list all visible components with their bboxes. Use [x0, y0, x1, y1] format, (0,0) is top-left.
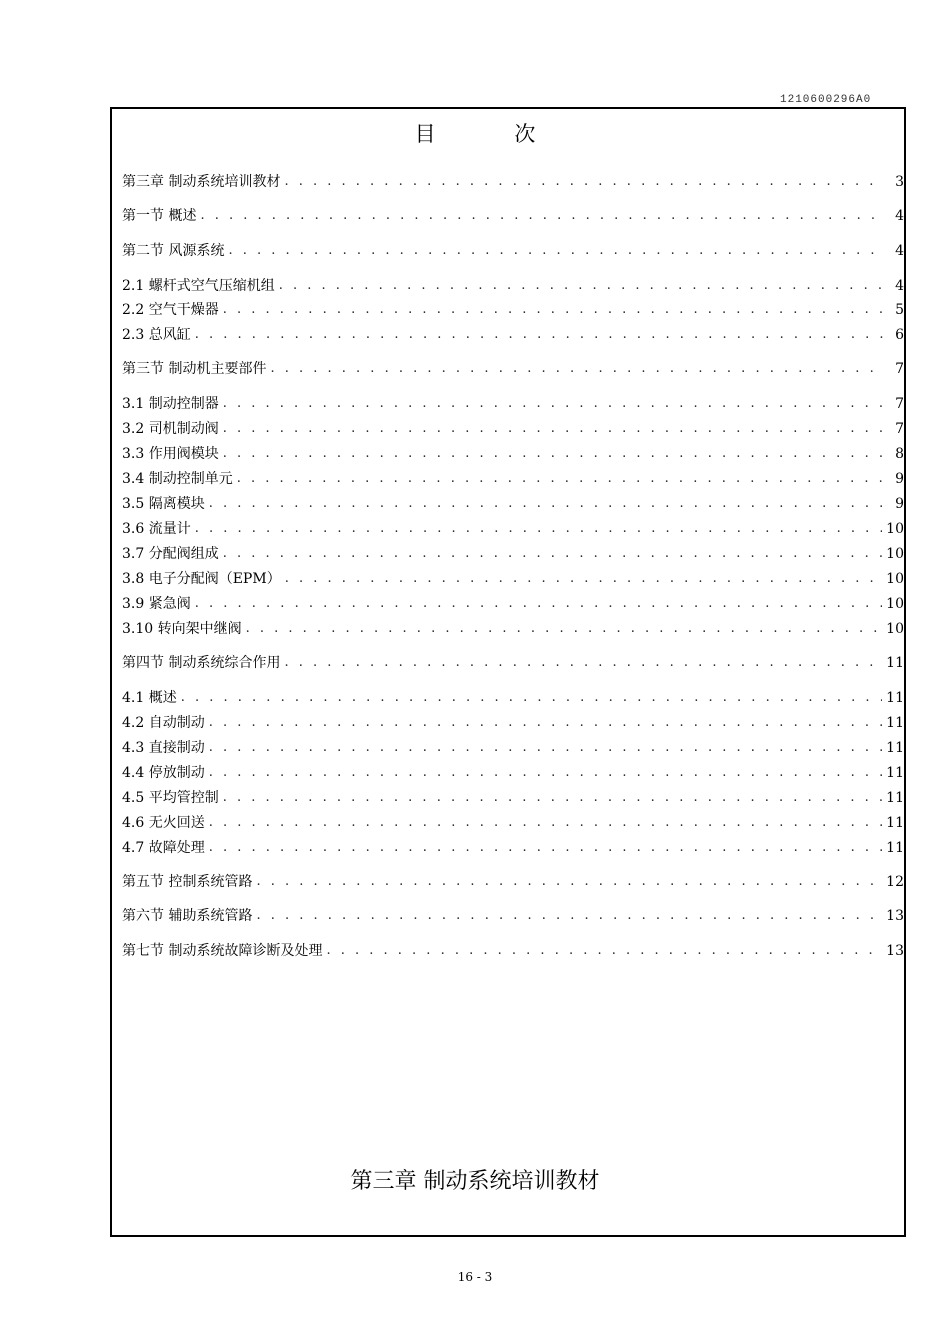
toc-leader-dots [209, 738, 882, 758]
toc-entry-label: 2.1 螺杆式空气压缩机组 [122, 278, 275, 294]
toc-entry[interactable] [122, 325, 904, 345]
toc-entry-label: 4.5 平均管控制 [122, 790, 219, 806]
toc-entry[interactable] [122, 394, 904, 414]
toc-leader-dots [284, 172, 884, 192]
toc-entry[interactable] [122, 906, 904, 926]
toc-entry-label: 4.6 无火回送 [122, 815, 205, 831]
toc-entry-label: 4.7 故障处理 [122, 840, 205, 856]
toc-entry-page: 11 [886, 790, 904, 806]
toc-leader-dots [326, 941, 882, 961]
toc-entry-label: 第三章 制动系统培训教材 [122, 174, 281, 190]
toc-leader-dots [209, 838, 882, 858]
toc-entry-page: 11 [886, 690, 904, 706]
toc-entry-label: 3.1 制动控制器 [122, 396, 219, 412]
toc-entry-label: 4.1 概述 [122, 690, 177, 706]
toc-entry-page: 13 [886, 908, 904, 924]
document-code: 1210600296A0 [780, 94, 872, 106]
toc-entry-label: 2.3 总风缸 [122, 327, 191, 343]
toc-leader-dots [228, 241, 884, 261]
toc-entry-page: 3 [895, 174, 904, 190]
toc-leader-dots [270, 359, 884, 379]
toc-entry[interactable] [122, 941, 904, 961]
toc-leader-dots [195, 594, 882, 614]
toc-entry-label: 3.6 流量计 [122, 521, 191, 537]
toc-entry[interactable] [122, 544, 904, 564]
toc-entry-label: 4.3 直接制动 [122, 740, 205, 756]
toc-entry[interactable] [122, 594, 904, 614]
toc-entry-label: 4.4 停放制动 [122, 765, 205, 781]
toc-leader-dots [223, 444, 884, 464]
toc-leader-dots [284, 653, 882, 673]
toc-entry-page: 7 [895, 396, 904, 412]
toc-entry[interactable] [122, 494, 904, 514]
toc-entry-label: 3.8 电子分配阀（EPM） [122, 571, 281, 587]
toc-entry-page: 10 [886, 596, 904, 612]
toc-entry-page: 7 [895, 421, 904, 437]
page-number: 16 - 3 [457, 1270, 493, 1284]
toc-entry-label: 3.3 作用阀模块 [122, 446, 219, 462]
toc-entry[interactable] [122, 763, 904, 783]
toc-entry[interactable] [122, 241, 904, 261]
toc-entry-page: 11 [886, 715, 904, 731]
toc-entry-page: 10 [886, 571, 904, 587]
toc-entry-page: 4 [895, 208, 904, 224]
toc-leader-dots [223, 394, 884, 414]
toc-entry[interactable] [122, 788, 904, 808]
toc-entry-label: 第四节 制动系统综合作用 [122, 655, 281, 671]
toc-leader-dots [195, 519, 882, 539]
toc-entry-label: 第五节 控制系统管路 [122, 874, 253, 890]
toc-leader-dots [237, 469, 884, 489]
toc-entry-page: 10 [886, 546, 904, 562]
toc-leader-dots [223, 419, 884, 439]
toc-entry[interactable] [122, 444, 904, 464]
toc-leader-dots [279, 276, 884, 296]
toc-entry[interactable] [122, 300, 904, 320]
toc-entry[interactable] [122, 276, 904, 296]
toc-entry-page: 8 [895, 446, 904, 462]
toc-entry-page: 9 [895, 496, 904, 512]
toc-entry-page: 11 [886, 655, 904, 671]
toc-entry-label: 3.10 转向架中继阀 [122, 621, 242, 637]
toc-entry-page: 12 [886, 874, 904, 890]
toc-entry[interactable] [122, 206, 904, 226]
toc-leader-dots [256, 906, 882, 926]
toc-entry-label: 3.9 紧急阀 [122, 596, 191, 612]
toc-leader-dots [209, 813, 882, 833]
toc-entry-label: 3.4 制动控制单元 [122, 471, 233, 487]
toc-entry-page: 9 [895, 471, 904, 487]
toc-entry-page: 11 [886, 740, 904, 756]
toc-entry[interactable] [122, 813, 904, 833]
toc-entry-page: 10 [886, 621, 904, 637]
toc-title: 目 次 [414, 122, 572, 146]
toc-leader-dots [209, 494, 884, 514]
toc-entry[interactable] [122, 419, 904, 439]
toc-entry-label: 第二节 风源系统 [122, 243, 225, 259]
toc-entry-page: 10 [886, 521, 904, 537]
toc-entry[interactable] [122, 872, 904, 892]
toc-entry-label: 2.2 空气干燥器 [122, 302, 219, 318]
toc-entry-page: 4 [895, 278, 904, 294]
toc-entry[interactable] [122, 172, 904, 192]
toc-entry-label: 3.7 分配阀组成 [122, 546, 219, 562]
toc-entry-label: 第一节 概述 [122, 208, 197, 224]
toc-entry-label: 第六节 辅助系统管路 [122, 908, 253, 924]
toc-entry-page: 11 [886, 765, 904, 781]
toc-leader-dots [256, 872, 882, 892]
toc-entry[interactable] [122, 738, 904, 758]
toc-entry-label: 3.5 隔离模块 [122, 496, 205, 512]
toc-entry-label: 3.2 司机制动阀 [122, 421, 219, 437]
chapter-heading: 第三章 制动系统培训教材 [350, 1169, 600, 1194]
toc-entry[interactable] [122, 359, 904, 379]
toc-entry-page: 4 [895, 243, 904, 259]
toc-entry[interactable] [122, 469, 904, 489]
toc-leader-dots [209, 713, 882, 733]
toc-entry-page: 5 [895, 302, 904, 318]
toc-leader-dots [200, 206, 884, 226]
toc-leader-dots [223, 544, 882, 564]
toc-leader-dots [223, 300, 884, 320]
toc-leader-dots [285, 569, 882, 589]
toc-entry-label: 第七节 制动系统故障诊断及处理 [122, 943, 323, 959]
toc-entry-label: 第三节 制动机主要部件 [122, 361, 267, 377]
toc-entry[interactable] [122, 688, 904, 708]
toc-entry-page: 11 [886, 815, 904, 831]
toc-leader-dots [246, 619, 883, 639]
toc-entry-label: 4.2 自动制动 [122, 715, 205, 731]
toc-entry-page: 7 [895, 361, 904, 377]
toc-entry[interactable] [122, 838, 904, 858]
toc-entry-page: 13 [886, 943, 904, 959]
toc-entry[interactable] [122, 619, 904, 639]
toc-entry[interactable] [122, 519, 904, 539]
toc-entry[interactable] [122, 569, 904, 589]
toc-entry-page: 6 [895, 327, 904, 343]
toc-leader-dots [209, 763, 882, 783]
toc-entry[interactable] [122, 713, 904, 733]
toc-leader-dots [223, 788, 882, 808]
toc-leader-dots [181, 688, 882, 708]
toc-entry[interactable] [122, 653, 904, 673]
toc-entry-page: 11 [886, 840, 904, 856]
toc-leader-dots [195, 325, 884, 345]
